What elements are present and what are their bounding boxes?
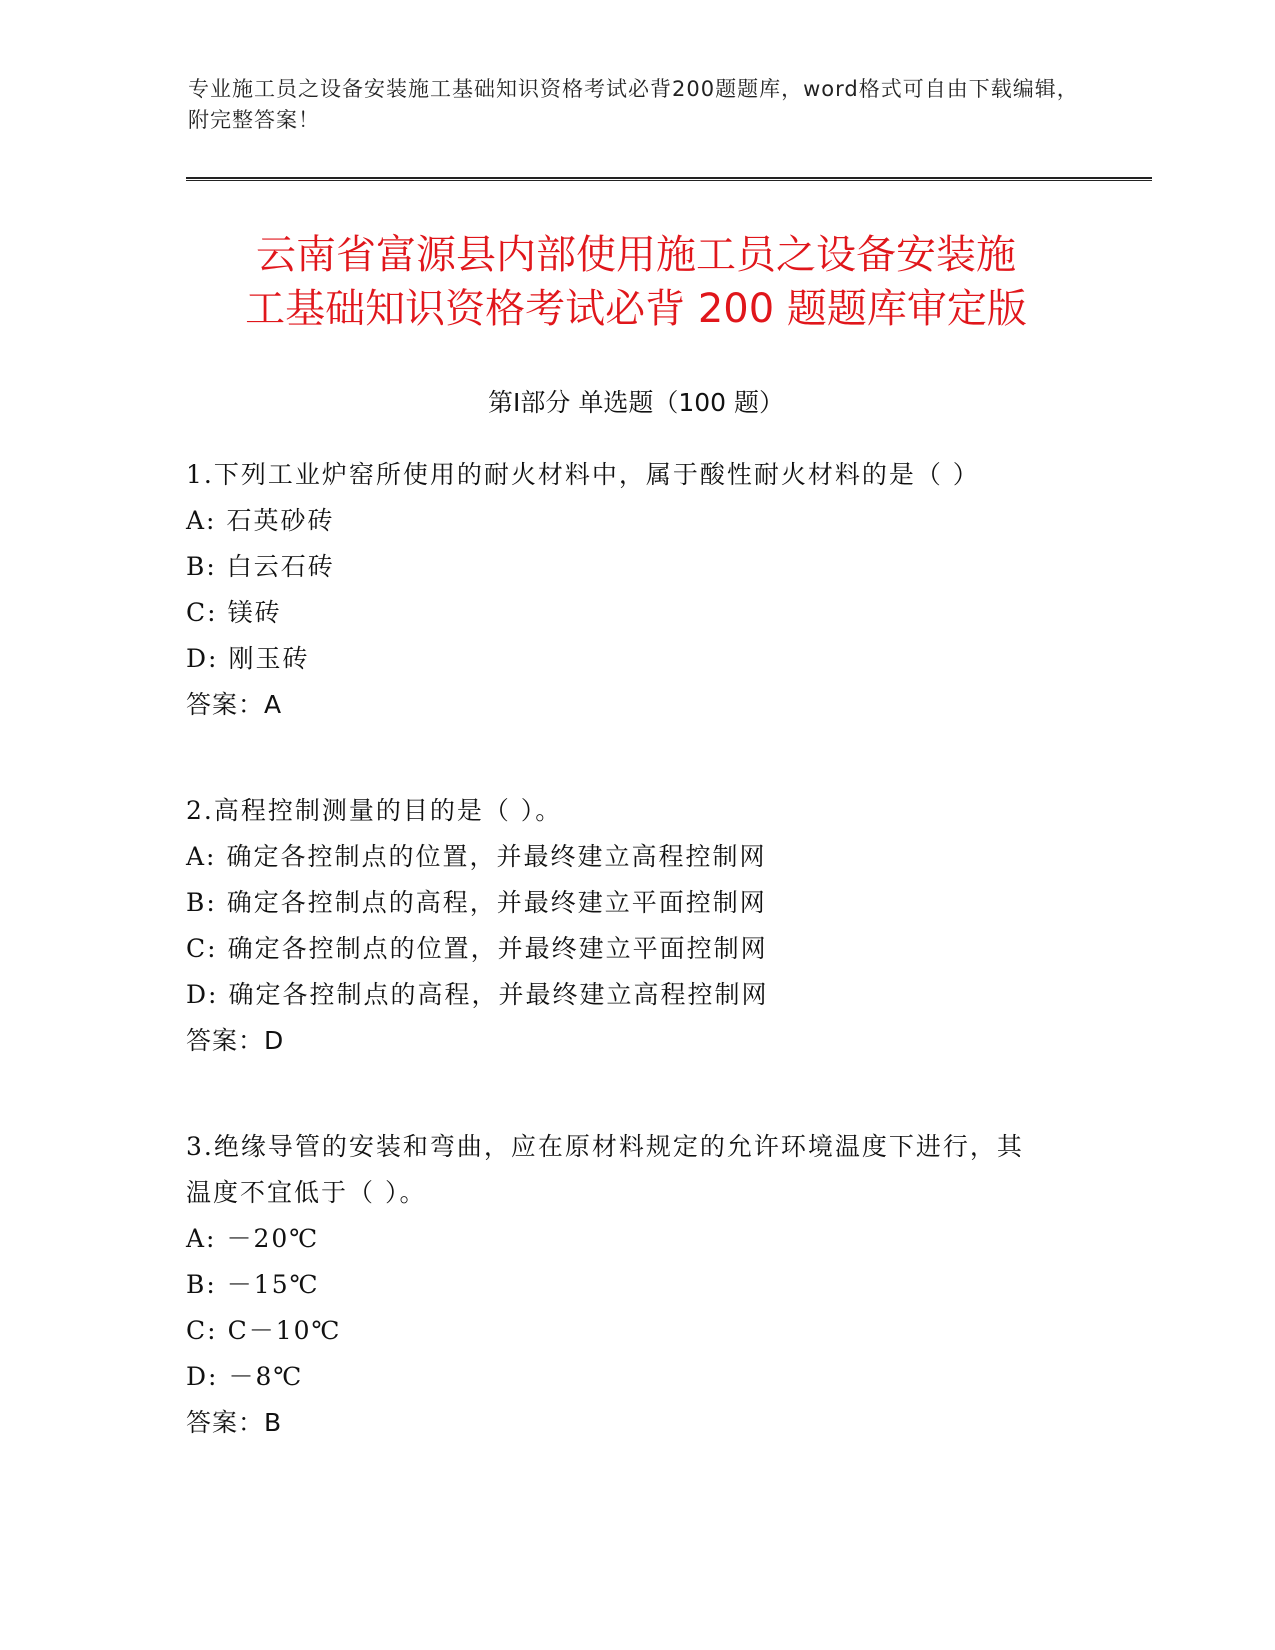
- option-label: D:: [186, 1362, 219, 1391]
- option-b: [186, 1262, 1086, 1308]
- question-stem: 1.下列工业炉窑所使用的耐火材料中，属于酸性耐火材料的是（ ）: [186, 460, 980, 489]
- question-1: [186, 452, 1086, 728]
- option-text: －20℃: [226, 1224, 320, 1253]
- section-heading: 第Ⅰ部分 单选题（100 题）: [488, 388, 784, 417]
- option-a: [186, 498, 1086, 544]
- option-c: [186, 926, 1086, 972]
- option-text: 确定各控制点的位置，并最终建立平面控制网: [227, 934, 768, 963]
- answer: 答案：B: [186, 1408, 283, 1437]
- option-label: C:: [186, 934, 218, 963]
- option-label: B:: [186, 552, 217, 581]
- option-text: C－10℃: [227, 1316, 342, 1345]
- option-text: －15℃: [226, 1270, 320, 1299]
- option-d: [186, 636, 1086, 682]
- option-d: [186, 1354, 1086, 1400]
- option-label: C:: [186, 598, 218, 627]
- option-label: B:: [186, 1270, 217, 1299]
- option-text: 确定各控制点的高程，并最终建立平面控制网: [226, 888, 767, 917]
- option-b: [186, 544, 1086, 590]
- question-stem: 2.高程控制测量的目的是（ ）。: [186, 796, 563, 825]
- option-c: [186, 1308, 1086, 1354]
- option-d: [186, 972, 1086, 1018]
- option-text: 确定各控制点的高程，并最终建立高程控制网: [228, 980, 769, 1009]
- option-a: [186, 1216, 1086, 1262]
- option-c: [186, 590, 1086, 636]
- answer: 答案：A: [186, 690, 283, 719]
- question-2: [186, 788, 1086, 1064]
- answer: 答案：D: [186, 1026, 285, 1055]
- option-label: C:: [186, 1316, 218, 1345]
- option-text: 刚玉砖: [228, 644, 310, 673]
- option-label: A:: [186, 1224, 217, 1253]
- document-title: [186, 228, 1086, 336]
- question-stem: 3.绝缘导管的安装和弯曲，应在原材料规定的允许环境温度下进行，其温度不宜低于（ ）。: [186, 1132, 1024, 1207]
- question-3: [186, 1124, 1086, 1446]
- header-note: 专业施工员之设备安装施工基础知识资格考试必背200题题库，word格式可自由下载编辑，附完整答案！: [188, 77, 1079, 132]
- title-line-1: 云南省富源县内部使用施工员之设备安装施: [256, 232, 1016, 278]
- header-divider: [186, 177, 1152, 181]
- option-text: 镁砖: [227, 598, 282, 627]
- option-label: D:: [186, 644, 219, 673]
- option-text: 确定各控制点的位置，并最终建立高程控制网: [226, 842, 767, 871]
- option-text: 石英砂砖: [226, 506, 335, 535]
- title-line-2: 工基础知识资格考试必背 200 题题库审定版: [245, 286, 1027, 332]
- option-a: [186, 834, 1086, 880]
- option-text: －8℃: [228, 1362, 304, 1391]
- option-b: [186, 880, 1086, 926]
- option-label: D:: [186, 980, 219, 1009]
- option-label: A:: [186, 506, 217, 535]
- option-text: 白云石砖: [226, 552, 335, 581]
- option-label: A:: [186, 842, 217, 871]
- option-label: B:: [186, 888, 217, 917]
